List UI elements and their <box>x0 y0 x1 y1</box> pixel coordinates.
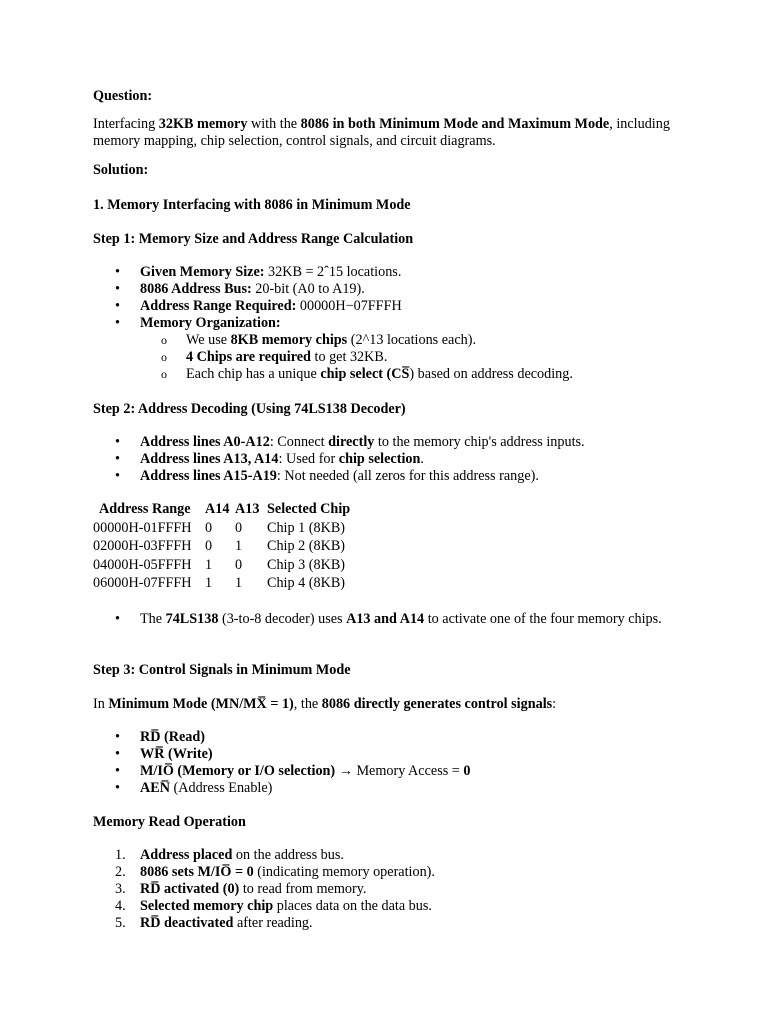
step3-heading: Step 3: Control Signals in Minimum Mode <box>93 662 351 678</box>
table-header-row <box>93 501 367 520</box>
table-cell: 0 <box>205 538 213 554</box>
header-a13: A13 <box>235 501 260 517</box>
list-item: 4. Selected memory chip places data on the data bus. <box>115 898 432 914</box>
step1-list <box>93 264 402 332</box>
control-signals-list <box>93 729 470 797</box>
list-item: 2. 8086 sets M/IO̅ = 0 (indicating memory operation). <box>115 864 435 880</box>
list-item: • Address lines A13, A14: Used for chip selection. <box>93 451 585 468</box>
header-a14: A14 <box>205 501 230 517</box>
list-item: • Address Range Required: 00000H−07FFFH <box>93 298 402 315</box>
header-address-range: Address Range <box>99 501 191 517</box>
sub-list-item: o Each chip has a unique chip select (CS) based on address decoding. <box>140 366 573 383</box>
table-cell: 0 <box>235 519 243 536</box>
table-cell: 1 <box>205 556 213 573</box>
list-item: 1. Address placed on the address bus. <box>115 847 344 863</box>
list-item: • 8086 Address Bus: 20-bit (A0 to A19). <box>93 281 402 298</box>
table-cell: Chip 4 (8KB) <box>267 575 346 591</box>
list-item: • Memory Organization: <box>93 315 402 332</box>
table-cell: 00000H-01FFFH <box>93 519 192 536</box>
question-text: Interfacing 32KB memory with the 8086 in both Minimum Mode and Maximum Mode, including memory mapping, chip selection, control signals, and circuit diagrams. <box>93 116 670 149</box>
memory-organization-sublist <box>140 332 573 383</box>
list-item: • Address lines A15-A19: Not needed (all zeros for this address range). <box>93 468 585 485</box>
list-item: • The 74LS138 (3-to-8 decoder) uses A13 and A14 to activate one of the four memory chips. <box>93 611 670 628</box>
decoder-note-list <box>93 611 670 628</box>
question-heading: Question: <box>93 88 153 104</box>
list-item: • M/IO̅ (Memory or I/O selection) → Memory Access = 0 <box>93 763 470 780</box>
table-cell: Chip 3 (8KB) <box>267 556 346 573</box>
header-selected-chip: Selected Chip <box>267 501 351 517</box>
table-cell: 0 <box>205 519 213 536</box>
step2-heading: Step 2: Address Decoding (Using 74LS138 Decoder) <box>93 401 406 417</box>
step2-list <box>93 434 585 485</box>
table-cell: 1 <box>205 575 213 591</box>
table-cell: 06000H-07FFFH <box>93 575 192 591</box>
list-item: • Given Memory Size: 32KB = 2ˆ15 locations. <box>93 264 402 281</box>
list-item: • Address lines A0-A12: Connect directly to the memory chip's address inputs. <box>93 434 585 451</box>
table-row <box>93 557 367 576</box>
table-row <box>93 538 367 557</box>
list-item: • WR̅ (Write) <box>93 746 470 763</box>
table-row <box>93 520 367 539</box>
step1-heading: Step 1: Memory Size and Address Range Calculation <box>93 231 414 247</box>
table-cell: Chip 1 (8KB) <box>267 519 346 536</box>
read-operation-heading: Memory Read Operation <box>93 814 246 830</box>
sub-list-item: o We use 8KB memory chips (2^13 locations each). <box>140 332 573 349</box>
section1-heading: 1. Memory Interfacing with 8086 in Minimum Mode <box>93 197 411 213</box>
table-cell: 02000H-03FFFH <box>93 538 192 554</box>
table-cell: 1 <box>235 538 243 554</box>
table-cell: 04000H-05FFFH <box>93 556 192 573</box>
address-table <box>93 501 367 594</box>
table-row <box>93 575 367 594</box>
list-item: • RD̅ (Read) <box>93 729 470 746</box>
solution-heading: Solution: <box>93 162 149 178</box>
table-cell: 0 <box>235 556 243 573</box>
sub-list-item: o 4 Chips are required to get 32KB. <box>140 349 573 366</box>
read-operation-steps <box>93 847 435 932</box>
list-item: 5. RD̅ deactivated after reading. <box>115 915 313 931</box>
table-cell: 1 <box>235 575 243 591</box>
step3-intro: In Minimum Mode (MN/MX̅ = 1), the 8086 directly generates control signals: <box>93 696 557 712</box>
list-item: 3. RD̅ activated (0) to read from memory. <box>115 881 367 897</box>
list-item: • AEN̅ (Address Enable) <box>93 780 470 797</box>
table-cell: Chip 2 (8KB) <box>267 538 346 554</box>
